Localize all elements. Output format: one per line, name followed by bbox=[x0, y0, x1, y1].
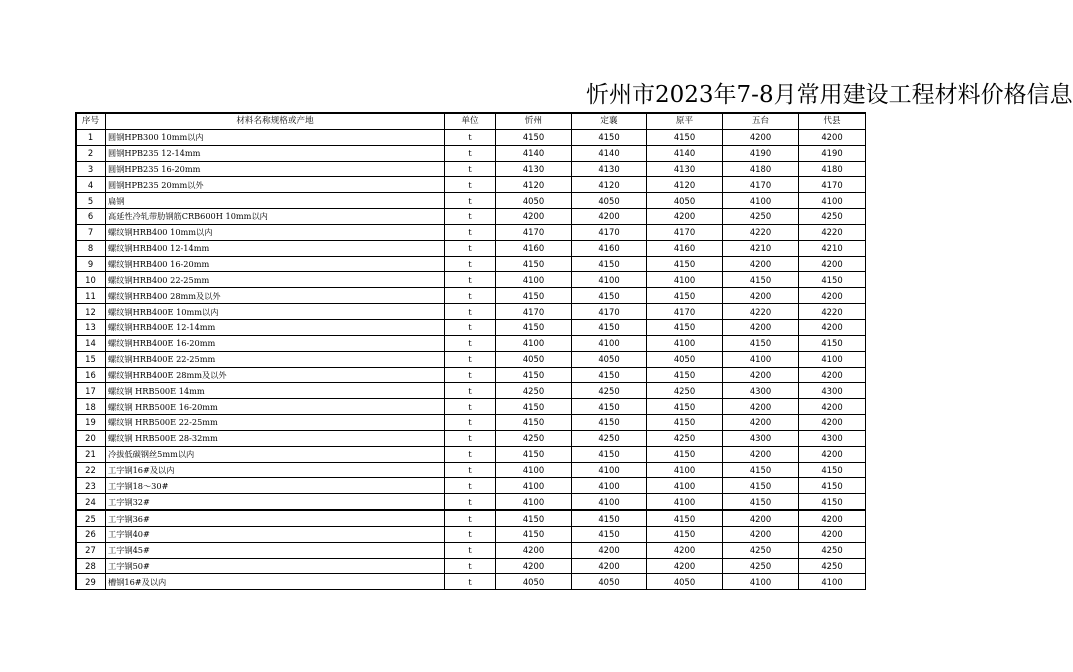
price-cell: 4200 bbox=[723, 367, 799, 383]
row-number-cell: 5 bbox=[76, 193, 106, 209]
row-number-cell: 10 bbox=[76, 272, 106, 288]
price-cell: 4100 bbox=[647, 478, 723, 494]
table-body bbox=[76, 129, 866, 589]
material-name-cell: 螺纹钢HRB400 22-25mm bbox=[106, 272, 445, 288]
price-cell: 4150 bbox=[572, 367, 647, 383]
row-number-cell: 2 bbox=[76, 145, 106, 161]
price-cell: 4180 bbox=[799, 161, 866, 177]
unit-cell: t bbox=[445, 193, 496, 209]
price-cell: 4150 bbox=[723, 462, 799, 478]
price-cell: 4200 bbox=[572, 542, 647, 558]
unit-cell: t bbox=[445, 351, 496, 367]
row-number-cell: 1 bbox=[76, 129, 106, 145]
row-number-cell: 18 bbox=[76, 399, 106, 415]
price-cell: 4210 bbox=[723, 240, 799, 256]
table-row bbox=[76, 161, 866, 177]
price-cell: 4100 bbox=[496, 478, 572, 494]
unit-cell: t bbox=[445, 145, 496, 161]
price-cell: 4100 bbox=[572, 272, 647, 288]
price-cell: 4200 bbox=[723, 415, 799, 431]
row-number-cell: 20 bbox=[76, 430, 106, 446]
unit-cell: t bbox=[445, 161, 496, 177]
price-cell: 4200 bbox=[723, 288, 799, 304]
material-name-cell: 螺纹钢 HRB500E 22-25mm bbox=[106, 415, 445, 431]
material-name-cell: 螺纹钢 HRB500E 28-32mm bbox=[106, 430, 445, 446]
price-cell: 4170 bbox=[496, 304, 572, 320]
unit-cell: t bbox=[445, 256, 496, 272]
price-cell: 4200 bbox=[647, 542, 723, 558]
row-number-cell: 14 bbox=[76, 335, 106, 351]
price-cell: 4150 bbox=[799, 272, 866, 288]
material-name-cell: 螺纹钢HRB400E 16-20mm bbox=[106, 335, 445, 351]
price-cell: 4100 bbox=[647, 462, 723, 478]
price-cell: 4300 bbox=[723, 383, 799, 399]
header-cell: 代县 bbox=[799, 113, 866, 129]
unit-cell: t bbox=[445, 462, 496, 478]
price-cell: 4150 bbox=[572, 129, 647, 145]
unit-cell: t bbox=[445, 304, 496, 320]
price-cell: 4200 bbox=[723, 256, 799, 272]
row-number-cell: 7 bbox=[76, 224, 106, 240]
price-cell: 4150 bbox=[799, 335, 866, 351]
material-name-cell: 工字钢36# bbox=[106, 510, 445, 526]
price-cell: 4200 bbox=[723, 399, 799, 415]
price-cell: 4170 bbox=[572, 304, 647, 320]
price-cell: 4050 bbox=[572, 351, 647, 367]
price-cell: 4150 bbox=[496, 256, 572, 272]
price-cell: 4130 bbox=[496, 161, 572, 177]
price-cell: 4200 bbox=[799, 319, 866, 335]
price-cell: 4120 bbox=[647, 177, 723, 193]
table-row bbox=[76, 494, 866, 510]
header-cell: 单位 bbox=[445, 113, 496, 129]
price-cell: 4200 bbox=[799, 446, 866, 462]
table-row bbox=[76, 209, 866, 225]
price-cell: 4170 bbox=[647, 224, 723, 240]
table-header-row bbox=[76, 113, 866, 129]
price-cell: 4150 bbox=[647, 129, 723, 145]
unit-cell: t bbox=[445, 224, 496, 240]
price-cell: 4150 bbox=[572, 399, 647, 415]
unit-cell: t bbox=[445, 574, 496, 590]
price-cell: 4160 bbox=[496, 240, 572, 256]
row-number-cell: 29 bbox=[76, 574, 106, 590]
row-number-cell: 13 bbox=[76, 319, 106, 335]
table-row bbox=[76, 177, 866, 193]
price-cell: 4250 bbox=[496, 383, 572, 399]
table-row bbox=[76, 574, 866, 590]
price-cell: 4200 bbox=[723, 319, 799, 335]
price-cell: 4250 bbox=[799, 542, 866, 558]
price-cell: 4200 bbox=[496, 209, 572, 225]
material-name-cell: 螺纹钢HRB400E 10mm以内 bbox=[106, 304, 445, 320]
price-cell: 4170 bbox=[572, 224, 647, 240]
table-row bbox=[76, 383, 866, 399]
price-cell: 4150 bbox=[572, 510, 647, 526]
unit-cell: t bbox=[445, 209, 496, 225]
unit-cell: t bbox=[445, 335, 496, 351]
unit-cell: t bbox=[445, 319, 496, 335]
material-name-cell: 槽钢16#及以内 bbox=[106, 574, 445, 590]
price-cell: 4200 bbox=[799, 399, 866, 415]
header-cell: 定襄 bbox=[572, 113, 647, 129]
price-cell: 4200 bbox=[572, 558, 647, 574]
price-cell: 4180 bbox=[723, 161, 799, 177]
material-name-cell: 圆钢HPB300 10mm以内 bbox=[106, 129, 445, 145]
unit-cell: t bbox=[445, 177, 496, 193]
table-row bbox=[76, 430, 866, 446]
price-cell: 4150 bbox=[723, 335, 799, 351]
unit-cell: t bbox=[445, 240, 496, 256]
price-cell: 4210 bbox=[799, 240, 866, 256]
unit-cell: t bbox=[445, 446, 496, 462]
unit-cell: t bbox=[445, 367, 496, 383]
price-cell: 4050 bbox=[572, 193, 647, 209]
price-cell: 4150 bbox=[647, 510, 723, 526]
price-cell: 4100 bbox=[799, 193, 866, 209]
material-name-cell: 工字钢40# bbox=[106, 526, 445, 542]
material-name-cell: 工字钢18～30# bbox=[106, 478, 445, 494]
table-row bbox=[76, 319, 866, 335]
material-name-cell: 高延性冷轧带肋钢筋CRB600H 10mm以内 bbox=[106, 209, 445, 225]
price-cell: 4150 bbox=[647, 526, 723, 542]
price-cell: 4160 bbox=[647, 240, 723, 256]
price-cell: 4100 bbox=[572, 335, 647, 351]
price-cell: 4150 bbox=[496, 367, 572, 383]
price-cell: 4160 bbox=[572, 240, 647, 256]
price-cell: 4150 bbox=[572, 288, 647, 304]
table-row bbox=[76, 399, 866, 415]
price-cell: 4200 bbox=[799, 129, 866, 145]
price-cell: 4150 bbox=[723, 272, 799, 288]
price-cell: 4100 bbox=[496, 272, 572, 288]
price-cell: 4100 bbox=[799, 574, 866, 590]
price-cell: 4050 bbox=[647, 351, 723, 367]
price-cell: 4200 bbox=[496, 558, 572, 574]
price-cell: 4050 bbox=[572, 574, 647, 590]
price-cell: 4150 bbox=[799, 462, 866, 478]
price-cell: 4150 bbox=[572, 526, 647, 542]
table-row bbox=[76, 129, 866, 145]
price-cell: 4300 bbox=[723, 430, 799, 446]
price-cell: 4220 bbox=[799, 224, 866, 240]
header-cell: 材料名称规格或产地 bbox=[106, 113, 445, 129]
row-number-cell: 23 bbox=[76, 478, 106, 494]
price-cell: 4200 bbox=[799, 415, 866, 431]
price-cell: 4170 bbox=[723, 177, 799, 193]
price-cell: 4300 bbox=[799, 430, 866, 446]
price-cell: 4150 bbox=[496, 288, 572, 304]
price-cell: 4200 bbox=[799, 510, 866, 526]
price-cell: 4200 bbox=[799, 367, 866, 383]
row-number-cell: 12 bbox=[76, 304, 106, 320]
header-cell: 原平 bbox=[647, 113, 723, 129]
price-cell: 4100 bbox=[496, 462, 572, 478]
unit-cell: t bbox=[445, 510, 496, 526]
table-row bbox=[76, 542, 866, 558]
unit-cell: t bbox=[445, 478, 496, 494]
page-title: 忻州市2023年7-8月常用建设工程材料价格信息 bbox=[586, 82, 1073, 108]
material-name-cell: 螺纹钢HRB400E 12-14mm bbox=[106, 319, 445, 335]
price-cell: 4150 bbox=[647, 319, 723, 335]
row-number-cell: 8 bbox=[76, 240, 106, 256]
price-cell: 4100 bbox=[572, 478, 647, 494]
row-number-cell: 21 bbox=[76, 446, 106, 462]
table-row bbox=[76, 526, 866, 542]
table-row bbox=[76, 367, 866, 383]
price-cell: 4100 bbox=[723, 193, 799, 209]
table-row bbox=[76, 351, 866, 367]
price-cell: 4200 bbox=[723, 526, 799, 542]
table-row bbox=[76, 304, 866, 320]
unit-cell: t bbox=[445, 430, 496, 446]
unit-cell: t bbox=[445, 542, 496, 558]
table-row bbox=[76, 240, 866, 256]
table-row bbox=[76, 510, 866, 526]
row-number-cell: 16 bbox=[76, 367, 106, 383]
price-cell: 4050 bbox=[496, 351, 572, 367]
price-cell: 4200 bbox=[799, 288, 866, 304]
price-cell: 4200 bbox=[572, 209, 647, 225]
price-cell: 4140 bbox=[572, 145, 647, 161]
price-cell: 4150 bbox=[723, 494, 799, 510]
price-table bbox=[75, 112, 866, 590]
price-cell: 4250 bbox=[647, 383, 723, 399]
material-name-cell: 螺纹钢HRB400 28mm及以外 bbox=[106, 288, 445, 304]
price-cell: 4170 bbox=[647, 304, 723, 320]
price-cell: 4120 bbox=[496, 177, 572, 193]
price-cell: 4150 bbox=[496, 510, 572, 526]
material-name-cell: 工字钢16#及以内 bbox=[106, 462, 445, 478]
unit-cell: t bbox=[445, 415, 496, 431]
price-cell: 4100 bbox=[723, 574, 799, 590]
unit-cell: t bbox=[445, 399, 496, 415]
price-cell: 4150 bbox=[572, 415, 647, 431]
table-row bbox=[76, 256, 866, 272]
row-number-cell: 4 bbox=[76, 177, 106, 193]
price-cell: 4150 bbox=[496, 319, 572, 335]
price-cell: 4150 bbox=[799, 494, 866, 510]
price-cell: 4170 bbox=[799, 177, 866, 193]
table-row bbox=[76, 288, 866, 304]
price-cell: 4220 bbox=[723, 304, 799, 320]
material-name-cell: 工字钢32# bbox=[106, 494, 445, 510]
table-row bbox=[76, 478, 866, 494]
price-cell: 4250 bbox=[572, 383, 647, 399]
price-cell: 4140 bbox=[496, 145, 572, 161]
price-cell: 4250 bbox=[647, 430, 723, 446]
row-number-cell: 3 bbox=[76, 161, 106, 177]
price-cell: 4140 bbox=[647, 145, 723, 161]
price-cell: 4250 bbox=[799, 558, 866, 574]
material-name-cell: 工字钢45# bbox=[106, 542, 445, 558]
price-cell: 4150 bbox=[496, 399, 572, 415]
price-cell: 4150 bbox=[572, 446, 647, 462]
material-name-cell: 螺纹钢 HRB500E 16-20mm bbox=[106, 399, 445, 415]
material-name-cell: 螺纹钢HRB400 16-20mm bbox=[106, 256, 445, 272]
price-cell: 4250 bbox=[572, 430, 647, 446]
price-cell: 4200 bbox=[496, 542, 572, 558]
material-name-cell: 圆钢HPB235 20mm以外 bbox=[106, 177, 445, 193]
price-cell: 4100 bbox=[647, 272, 723, 288]
price-cell: 4200 bbox=[799, 526, 866, 542]
row-number-cell: 11 bbox=[76, 288, 106, 304]
unit-cell: t bbox=[445, 558, 496, 574]
row-number-cell: 15 bbox=[76, 351, 106, 367]
row-number-cell: 17 bbox=[76, 383, 106, 399]
price-cell: 4200 bbox=[647, 209, 723, 225]
table-row bbox=[76, 145, 866, 161]
material-name-cell: 圆钢HPB235 16-20mm bbox=[106, 161, 445, 177]
material-name-cell: 扁钢 bbox=[106, 193, 445, 209]
row-number-cell: 26 bbox=[76, 526, 106, 542]
row-number-cell: 6 bbox=[76, 209, 106, 225]
table-row bbox=[76, 335, 866, 351]
price-cell: 4150 bbox=[496, 446, 572, 462]
price-cell: 4150 bbox=[647, 288, 723, 304]
row-number-cell: 19 bbox=[76, 415, 106, 431]
price-cell: 4100 bbox=[647, 335, 723, 351]
unit-cell: t bbox=[445, 129, 496, 145]
price-cell: 4190 bbox=[799, 145, 866, 161]
header-cell: 忻州 bbox=[496, 113, 572, 129]
price-cell: 4220 bbox=[723, 224, 799, 240]
price-cell: 4250 bbox=[723, 558, 799, 574]
price-cell: 4300 bbox=[799, 383, 866, 399]
unit-cell: t bbox=[445, 383, 496, 399]
price-cell: 4150 bbox=[647, 367, 723, 383]
price-cell: 4200 bbox=[799, 256, 866, 272]
price-cell: 4100 bbox=[799, 351, 866, 367]
price-cell: 4250 bbox=[799, 209, 866, 225]
row-number-cell: 28 bbox=[76, 558, 106, 574]
price-cell: 4250 bbox=[723, 542, 799, 558]
price-cell: 4100 bbox=[496, 494, 572, 510]
price-cell: 4100 bbox=[723, 351, 799, 367]
table-row bbox=[76, 415, 866, 431]
table-row bbox=[76, 272, 866, 288]
price-cell: 4100 bbox=[572, 494, 647, 510]
header-cell: 五台 bbox=[723, 113, 799, 129]
price-cell: 4200 bbox=[647, 558, 723, 574]
price-cell: 4100 bbox=[572, 462, 647, 478]
price-cell: 4150 bbox=[799, 478, 866, 494]
material-name-cell: 螺纹钢 HRB500E 14mm bbox=[106, 383, 445, 399]
material-name-cell: 螺纹钢HRB400E 28mm及以外 bbox=[106, 367, 445, 383]
material-name-cell: 冷拔低碳钢丝5mm以内 bbox=[106, 446, 445, 462]
price-cell: 4150 bbox=[647, 256, 723, 272]
price-cell: 4100 bbox=[496, 335, 572, 351]
row-number-cell: 24 bbox=[76, 494, 106, 510]
price-cell: 4120 bbox=[572, 177, 647, 193]
table-row bbox=[76, 446, 866, 462]
price-cell: 4200 bbox=[723, 510, 799, 526]
price-cell: 4050 bbox=[647, 574, 723, 590]
table-row bbox=[76, 462, 866, 478]
price-cell: 4150 bbox=[647, 415, 723, 431]
table-row bbox=[76, 558, 866, 574]
table-row bbox=[76, 224, 866, 240]
price-cell: 4150 bbox=[496, 526, 572, 542]
table-row bbox=[76, 193, 866, 209]
material-name-cell: 螺纹钢HRB400 12-14mm bbox=[106, 240, 445, 256]
unit-cell: t bbox=[445, 272, 496, 288]
unit-cell: t bbox=[445, 526, 496, 542]
material-name-cell: 工字钢50# bbox=[106, 558, 445, 574]
price-cell: 4200 bbox=[723, 446, 799, 462]
price-cell: 4200 bbox=[723, 129, 799, 145]
price-cell: 4150 bbox=[572, 256, 647, 272]
row-number-cell: 25 bbox=[76, 510, 106, 526]
row-number-cell: 9 bbox=[76, 256, 106, 272]
price-cell: 4170 bbox=[496, 224, 572, 240]
price-cell: 4150 bbox=[572, 319, 647, 335]
price-cell: 4130 bbox=[572, 161, 647, 177]
header-cell: 序号 bbox=[76, 113, 106, 129]
row-number-cell: 27 bbox=[76, 542, 106, 558]
material-name-cell: 螺纹钢HRB400E 22-25mm bbox=[106, 351, 445, 367]
material-name-cell: 螺纹钢HRB400 10mm以内 bbox=[106, 224, 445, 240]
price-cell: 4250 bbox=[496, 430, 572, 446]
price-table-container bbox=[75, 112, 853, 590]
price-cell: 4150 bbox=[496, 415, 572, 431]
price-cell: 4150 bbox=[723, 478, 799, 494]
price-cell: 4190 bbox=[723, 145, 799, 161]
price-cell: 4150 bbox=[496, 129, 572, 145]
price-cell: 4100 bbox=[647, 494, 723, 510]
price-cell: 4050 bbox=[496, 193, 572, 209]
price-cell: 4220 bbox=[799, 304, 866, 320]
price-cell: 4250 bbox=[723, 209, 799, 225]
row-number-cell: 22 bbox=[76, 462, 106, 478]
price-cell: 4050 bbox=[647, 193, 723, 209]
price-cell: 4150 bbox=[647, 399, 723, 415]
price-cell: 4130 bbox=[647, 161, 723, 177]
unit-cell: t bbox=[445, 494, 496, 510]
material-name-cell: 圆钢HPB235 12-14mm bbox=[106, 145, 445, 161]
unit-cell: t bbox=[445, 288, 496, 304]
price-cell: 4050 bbox=[496, 574, 572, 590]
price-cell: 4150 bbox=[647, 446, 723, 462]
